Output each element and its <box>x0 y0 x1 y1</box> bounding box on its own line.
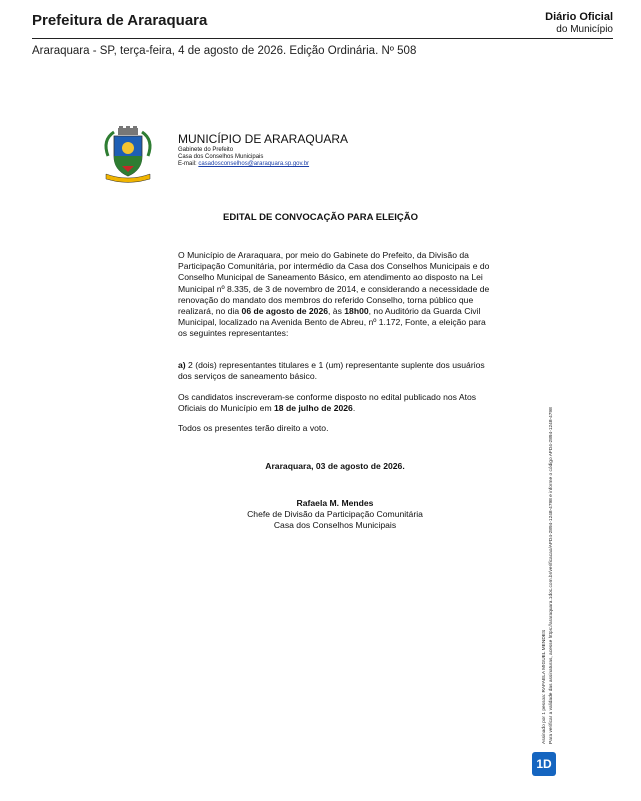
place-date: Araraquara, 03 de agosto de 2026. <box>265 461 405 471</box>
header-divider <box>32 38 613 39</box>
1doc-logo-icon: 1D <box>532 752 556 776</box>
election-date: 06 de agosto de 2026 <box>241 306 329 317</box>
paragraph-candidates <box>178 392 496 414</box>
email-line <box>178 161 309 167</box>
edition-line: Araraquara - SP, terça-feira, 4 de agosto de 2026. Edição Ordinária. Nº 508 <box>32 45 417 57</box>
p1-text-b: , às <box>328 306 345 317</box>
edital-title: EDITAL DE CONVOCAÇÃO PARA ELEIÇÃO <box>223 212 418 223</box>
municipio-name: MUNICÍPIO DE ARARAQUARA <box>178 132 349 146</box>
item-text: 2 (dois) representantes titulares e 1 (um) representante suplente dos usuários dos serviços de saneamento básico. <box>178 360 485 382</box>
paragraph-convocation <box>178 250 496 340</box>
casa-conselhos-label: Casa dos Conselhos Municipais <box>178 154 264 160</box>
verification-line: Para verificar a validade das assinaturas, acesse https://araraquara.1doc.com.br/verificacao/AFD4-2894-1248-4798 e informe o código AFD4-2894-1248-4798 <box>548 407 554 744</box>
diario-subtitle: do Município <box>556 24 613 35</box>
signature-verification-text <box>542 407 555 744</box>
election-time: 18h00 <box>344 306 369 317</box>
p3-text-a: Os candidatos inscreveram-se conforme disposto no edital publicado nos Atos Oficiais do Município em <box>178 392 477 414</box>
p1-text-c: , no Auditório da Guarda Civil Municipal, localizado na Avenida Bento de Abreu, nº 1.172, Fonte, a eleição para os seguintes representantes: <box>178 306 486 339</box>
signer-organization: Casa dos Conselhos Municipais <box>273 520 397 530</box>
publication-date: 18 de julho de 2026 <box>274 403 353 414</box>
gabinete-label: Gabinete do Prefeito <box>178 147 234 153</box>
email-link[interactable]: casadosconselhos@araraquara.sp.gov.br <box>198 161 310 167</box>
paragraph-representatives <box>178 360 496 382</box>
signer-name: Rafaela M. Mendes <box>296 498 374 508</box>
signature-line: Assinado por 1 pessoa: RAFAELA MIGUEL MENDES <box>542 629 547 744</box>
coat-of-arms-icon <box>100 126 156 184</box>
item-label: a) <box>178 360 186 370</box>
signer-role: Chefe de Divisão da Participação Comunitária <box>247 509 423 519</box>
paragraph-voting: Todos os presentes terão direito a voto. <box>178 423 329 433</box>
email-label: E-mail: <box>178 161 199 167</box>
newspaper-title: Prefeitura de Araraquara <box>32 12 208 29</box>
p3-text-b: . <box>352 403 356 414</box>
diario-oficial-logo <box>545 11 613 36</box>
p1-text-a: O Município de Araraquara, por meio do Gabinete do Prefeito, da Divisão da Participação Comunitária, por intermédio da Casa dos Conselhos Municipais e do Conselho Municipal de Saneamento Básico, em atendimento ao disposto na Lei Municipal nº 8.335, de 3 de novembro de 2014, e considerando a necessidade de renovação do mandato dos membros do referido Conselho, torna público que realizará, no dia <box>178 250 490 317</box>
diario-title: Diário Oficial <box>545 11 613 23</box>
